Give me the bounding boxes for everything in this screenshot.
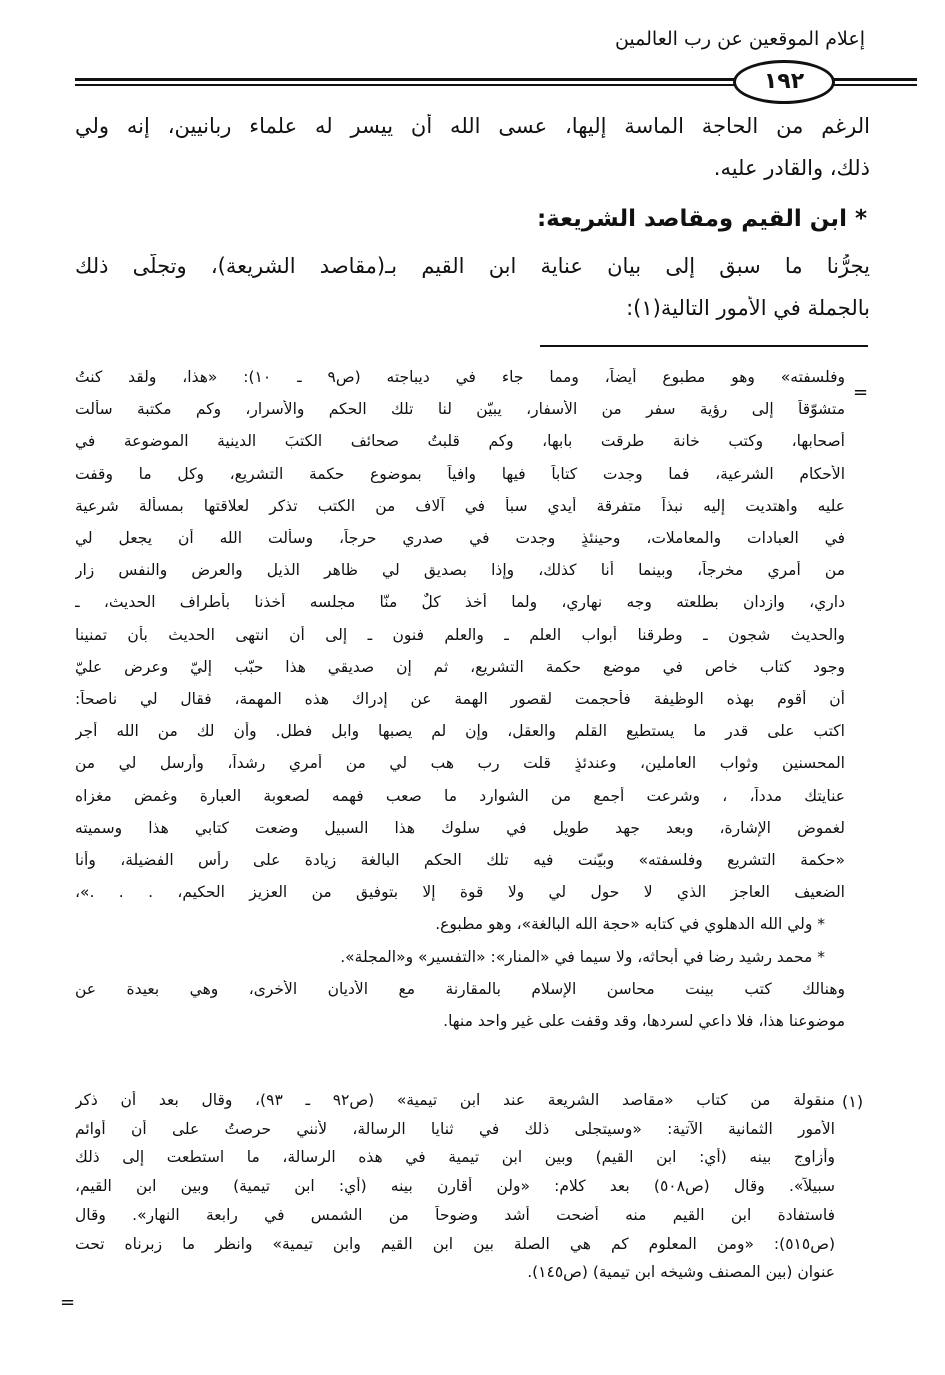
footnote-line: «حكمة التشريع وفلسفته» وبيّنت فيه تلك الحكم البالغة زيادة على رأس الفضيلة، وأنا <box>75 851 845 869</box>
footnote-line: عليه واهتديت إليه نبذاً متفرقة أيدي سبأ في آلاف من الكتب تذكر لعلاقتها بمسألة شرعية <box>75 496 845 515</box>
footnote-line: الضعيف العاجز الذي لا حول لي ولا قوة إلا بتوفيق من العزيز الحكيم، . . .»، <box>75 883 845 902</box>
continuation-mark: = <box>853 382 869 403</box>
footnote-line: أصحابها، وكتب خانة طرقت بابها، وكم قلبتُ صحائف الكتبَ الدينية الموضوعة في <box>75 432 845 451</box>
running-header-title: إعلام الموقعين عن رب العالمين <box>614 28 865 50</box>
footnote-line: والحديث شجون ـ وطرقنا أبواب العلم ـ والعلم فنون ـ إلى أن انتهى الحديث بأن تمنينا <box>75 625 845 644</box>
footnote-line: موضوعنا هذا، فلا داعي لسردها، وقد وقفت على غير واحد منها. <box>443 1012 845 1030</box>
footnote-line: فاستفادة ابن القيم منه أضحت أشد وضوحاً من الشمس في رابعة النهار». وقال <box>75 1205 835 1224</box>
footnote-line: عنايتك مدداً، ، وشرعت أجمع من الشوارد ما صعب فهمه لصعوبة العبارة وغمض مغزاه <box>75 786 845 805</box>
footnote-line: * محمد رشيد رضا في أبحاثه، ولا سيما في «المنار»: «التفسير» و«المجلة». <box>340 947 825 966</box>
body-line: يجرُّنا ما سبق إلى بيان عناية ابن القيم بـ(مقاصد الشريعة)، وتجلَّى ذلك <box>75 254 870 278</box>
footnote-line: الأمور الثمانية الآتية: «وسيتجلى ذلك في ثنايا الرسالة، لأنني حرصتُ على أن أوائم <box>75 1119 835 1138</box>
footnote-line: وهنالك كتب بينت محاسن الإسلام بالمقارنة مع الأديان الأُخرى، وهي بعيدة عن <box>75 979 845 998</box>
footnote-separator <box>540 345 868 347</box>
footnote-line: وجود كتاب خاص في موضع حكمة التشريع، ثم إن صديقي هذا حبّب إليّ وعرض عليّ <box>75 657 845 676</box>
footnote-line: متشوّقاً إلى رؤية سفر من الأسفار، يبيّن لنا تلك الحكم والأسرار، وكم مكتبة سألت <box>75 400 845 419</box>
footnote-line: منقولة من كتاب «مقاصد الشريعة عند ابن تيمية» (ص٩٢ ـ ٩٣)، وقال بعد أن ذكر <box>75 1091 835 1109</box>
footnote-line: المحسنين وثواب العاملين، وعندئذٍ قلت رب هب لي من أمري رشداً، وأرسل لي من <box>75 754 845 773</box>
footnote-line: داري، وازدان بطلعته وجه نهاري، ولما أخذ كلٌ منّا مجلسه أخذنا بأطراف الحديث، ـ <box>75 593 845 612</box>
footnote-line: وأزاوج بينه (أي: ابن القيم) وبين ابن تيمية في هذه الرسالة، ما استطعت إلى ذلك <box>75 1148 835 1167</box>
section-heading: * ابن القيم ومقاصد الشريعة: <box>536 206 867 232</box>
footnote-line: عنوان (بين المصنف وشيخه ابن تيمية) (ص١٤٥). <box>527 1263 835 1282</box>
body-line: بالجملة في الأمور التالية(١): <box>626 296 870 320</box>
footnote-line: لغموض الإشارة، وبعد جهد طويل في سلوك هذا السبيل وضعت كتابي هذا وسميته <box>75 818 845 837</box>
page-number: ١٩٢ <box>733 60 835 104</box>
footnote-line: (ص٥١٥): «ومن المعلوم كم هي الصلة بين ابن القيم وابن تيمية» وانظر ما زبرناه تحت <box>75 1234 835 1253</box>
footnote-number: (١) <box>842 1092 864 1111</box>
footnote-line: اكتب على قدر ما يستطيع القلم والعقل، وإن لم يصبها وابل فطل. وأن لك من الله أجر <box>75 722 845 741</box>
footnote-line: وفلسفته» وهو مطبوع أيضاً، ومما جاء في ديباجته (ص٩ ـ ١٠): «هذا، ولقد كنتُ <box>75 368 845 386</box>
footnote-line: من أمري مخرجاً، وبينما أنا كذلك، وإذا بصديق لي ظاهر الذيل والعرض والنفس زار <box>75 561 845 580</box>
body-line: الرغم من الحاجة الماسة إليها، عسى الله أن ييسر له علماء ربانيين، إنه ولي <box>75 114 870 138</box>
footnote-line: سبيلاً». وقال (ص٥٠٨) بعد كلام: «ولن أقارن بينه (أي: ابن تيمية) وبين ابن القيم، <box>75 1177 835 1196</box>
footnote-line: الأحكام الشرعية، فما وجدت كتاباً فيها وافياً بموضوع حكمة التشريع، وكل ما وقفت <box>75 464 845 483</box>
body-line: ذلك، والقادر عليه. <box>713 156 870 180</box>
continuation-mark-end: = <box>60 1292 76 1313</box>
footnote-line: أن أقوم بهذه الوظيفة فأحجمت لقصور الهمة عن إدراك هذه المهمة، فقال لي ناصحاً: <box>75 690 845 708</box>
footnote-line: في العبادات والمعاملات، وحينئذٍ وجدت في صدري حرجاً، وسألت الله أن يجعل لي <box>75 529 845 547</box>
footnote-line: * ولي الله الدهلوي في كتابه «حجة الله البالغة»، وهو مطبوع. <box>435 915 825 934</box>
